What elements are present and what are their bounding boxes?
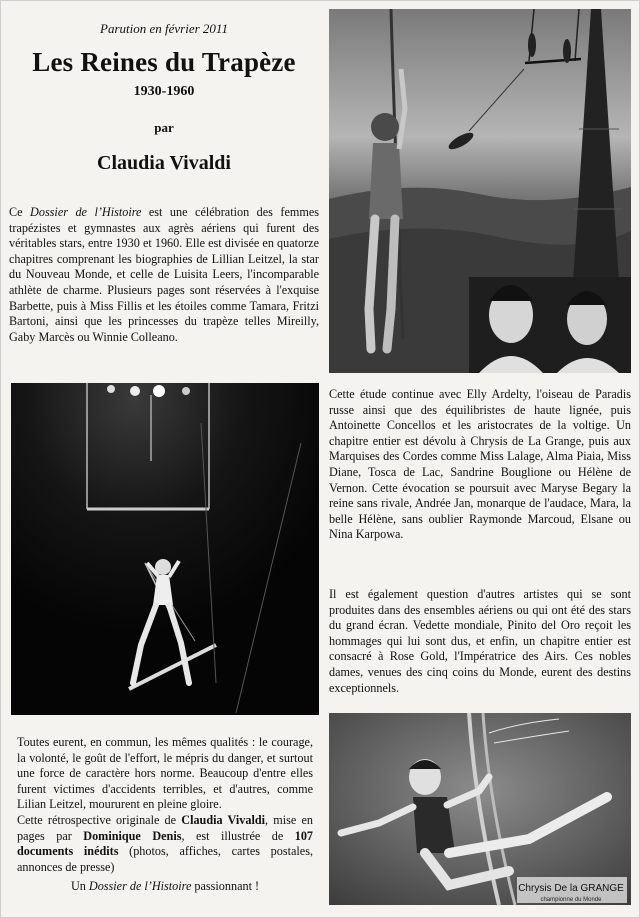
book-years: 1930-1960 [133,84,195,99]
credits-part2: , mise en pages par [17,812,313,843]
book-title: Les Reines du Trapèze [32,47,296,77]
other-artists-paragraph: Il est également question d'autres artistes qui se sont produites dans des ensembles aériens ou qui ont été des stars du grand écran. Vedette mondiale, Pinito del Oro reçoit les hommages qui lui sont dus, et enfin, un chapitre entier est consacré à Rose Gold, l'Impératrice des Airs. Ces nobles dames, venues des cinq coins du Monde, eurent des destins exceptionnels. [329,587,631,695]
publication-date: Parution en février 2011 [100,21,228,36]
chrysis-photo [329,713,631,905]
qualities-paragraph: Toutes eurent, en commun, les mêmes qualités : le courage, la volonté, le goût de l'effort, le mépris du danger, et surtout une force de caractère hors norme. Beaucoup d'entre elles furent victimes d'accidents terribles, et d'autres, comme Lilian Leitzel, moururent en pleine gloire. [17,735,313,812]
trapeze-photo [11,383,319,715]
intro-part1: Ce [9,205,31,219]
credits-part1: Cette rétrospective originale de [17,812,182,827]
collage-photo [329,9,631,373]
tagline-dossier: Dossier de l’Histoire [88,879,192,894]
tagline [17,879,313,895]
tagline-part1: Un [70,879,89,894]
continuation-text [329,387,631,543]
other-artists-text [329,587,631,696]
by-label: par [154,120,174,135]
tagline-part2: passionnant ! [191,879,260,894]
left-column [9,1,319,894]
author-name: Claudia Vivaldi [97,152,231,174]
credits-part3: , est illustrée de [181,828,295,843]
credits-documents: 107 documents inédits [17,828,314,859]
intro-paragraph [9,205,319,345]
credits-part4: (photos, affiches, cartes postales, annonces de presse) [17,844,313,874]
intro-part2: est une célébration des femmes trapézistes et gymnastes aux agrès aériens qui furent des véritables stars, entre 1930 et 1960. Elle est divisée en quatorze chapitres comprenant les biographies de Lillian Leitzel, la star du Nouveau Monde, et celle de Luisita Leers, l'incomparable athlète de charme. Plusieurs pages sont réservées à l'exquise Barbette, puis à Miss Fillis et les étoiles comme Tamara, Fritzi Bartoni, ainsi que les princesses du trapèze telles Mireilly, Gaby Marcès ou Winnie Colleano. [9,205,319,344]
closing-text [17,735,313,895]
photo-caption-sub: championne du Monde [540,897,602,903]
photo-caption-name: Chrysis De la GRANGE [518,883,624,894]
credits-paragraph [17,813,313,875]
intro-text [9,205,319,345]
continuation-paragraph: Cette étude continue avec Elly Ardelty, l'oiseau de Paradis russe ainsi que des équilibristes de haute lignée, puis Antoinette Concellos et les aristocrates de la voltige. Un chapitre entier est dévolu à Chrysis de La Grange, puis aux Marquises des Cordes comme Miss Lalage, Alma Piaia, Miss Diane, Tosca de Lac, Sandrine Bouglione ou Hélène de Vernon. Cette évocation se poursuit avec Maryse Begary la reine sans rivale, Andrée Jan, monarque de l'audace, Mara, la belle Hélène, sans oublier Raymonde Marcoud, Elsane ou Nina Karpowa. [329,387,631,542]
intro-dossier: Dossier de l’Histoire [30,205,142,219]
credits-layout: Dominique Denis [83,828,182,843]
credits-author: Claudia Vivaldi [181,812,266,827]
